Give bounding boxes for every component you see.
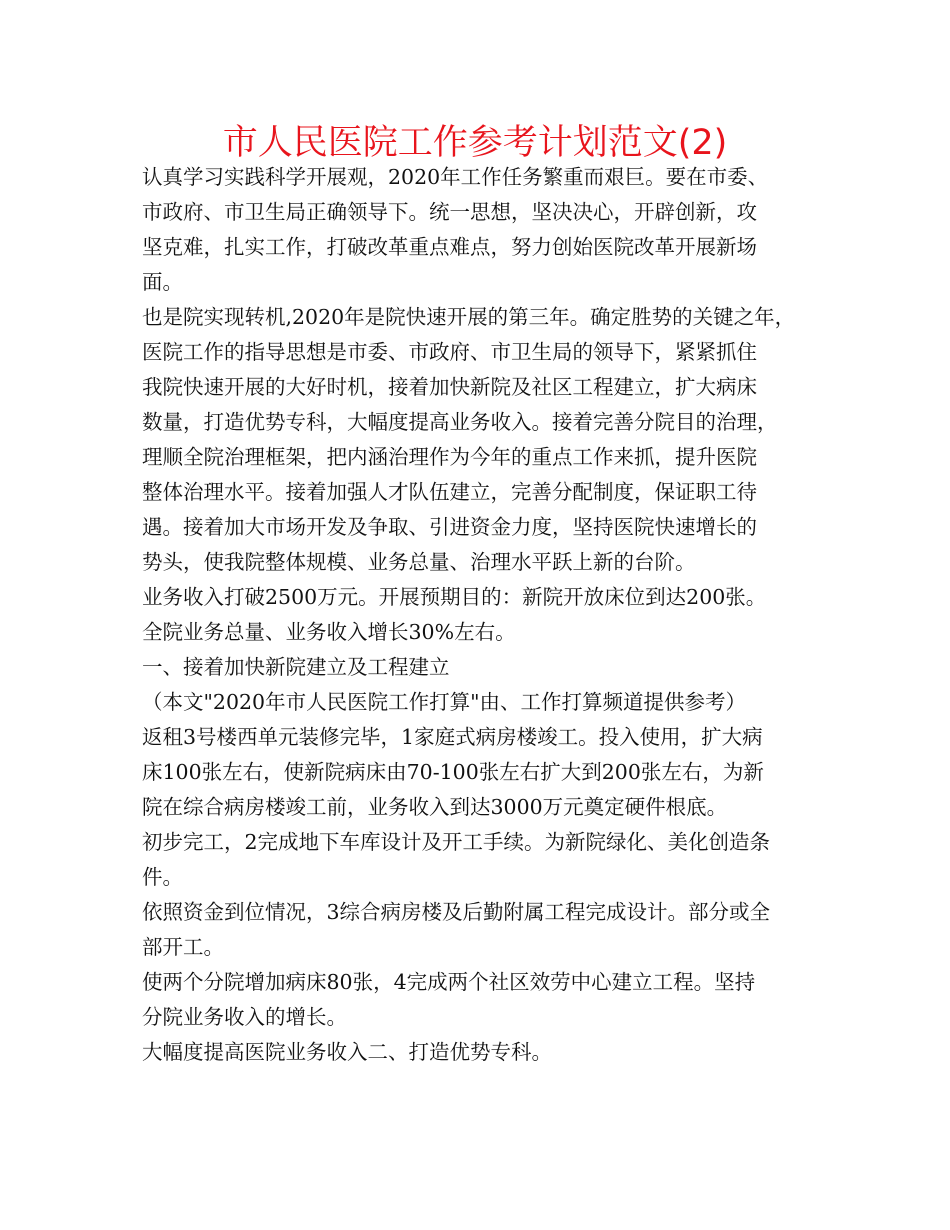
body-line: 认真学习实践科学开展观，2020年工作任务繁重而艰巨。要在市委、	[142, 165, 769, 189]
body-line: 一、接着加快新院建立及工程建立	[142, 655, 450, 679]
body-line: 部开工。	[142, 935, 224, 959]
body-line: 也是院实现转机,2020年是院快速开展的第三年。确定胜势的关键之年，	[142, 305, 796, 329]
body-line: 面。	[142, 270, 183, 294]
body-line: 我院快速开展的大好时机，接着加快新院及社区工程建立，扩大病床	[142, 375, 757, 399]
body-line: 市政府、市卫生局正确领导下。统一思想，坚决决心，开辟创新，攻	[142, 200, 757, 224]
body-line: 全院业务总量、业务收入增长30%左右。	[142, 620, 516, 644]
document-title: 市人民医院工作参考计划范文(2)	[222, 123, 728, 163]
body-line: 分院业务收入的增长。	[142, 1005, 347, 1029]
document-body	[142, 160, 822, 1070]
body-line: 初步完工，2完成地下车库设计及开工手续。为新院绿化、美化创造条	[142, 830, 771, 854]
body-line: 件。	[142, 865, 183, 889]
body-line: 坚克难，扎实工作，打破改革重点难点，努力创始医院改革开展新场	[142, 235, 757, 259]
body-line: 大幅度提高医院业务收入二、打造优势专科。	[142, 1040, 552, 1064]
body-line: 使两个分院增加病床80张，4完成两个社区效劳中心建立工程。坚持	[142, 970, 756, 994]
body-line: 势头，使我院整体规模、业务总量、治理水平跃上新的台阶。	[142, 550, 696, 574]
body-line: （本文"2020年市人民医院工作打算"由、工作打算频道提供参考）	[142, 690, 747, 714]
body-line: 整体治理水平。接着加强人才队伍建立，完善分配制度，保证职工待	[142, 480, 757, 504]
body-line: 医院工作的指导思想是市委、市政府、市卫生局的领导下，紧紧抓住	[142, 340, 757, 364]
body-line: 数量，打造优势专科，大幅度提高业务收入。接着完善分院目的治理，	[142, 410, 778, 434]
body-line: 遇。接着加大市场开发及争取、引进资金力度，坚持医院快速增长的	[142, 515, 757, 539]
body-line: 业务收入打破2500万元。开展预期目的：新院开放床位到达200张。	[142, 585, 767, 609]
body-line: 院在综合病房楼竣工前，业务收入到达3000万元奠定硬件根底。	[142, 795, 728, 819]
body-line: 理顺全院治理框架，把内涵治理作为今年的重点工作来抓，提升医院	[142, 445, 757, 469]
body-line: 返租3号楼西单元装修完毕，1家庭式病房楼竣工。投入使用，扩大病	[142, 725, 763, 749]
body-line: 床100张左右，使新院病床由70-100张左右扩大到200张左右，为新	[142, 760, 764, 784]
body-line: 依照资金到位情况，3综合病房楼及后勤附属工程完成设计。部分或全	[142, 900, 771, 924]
